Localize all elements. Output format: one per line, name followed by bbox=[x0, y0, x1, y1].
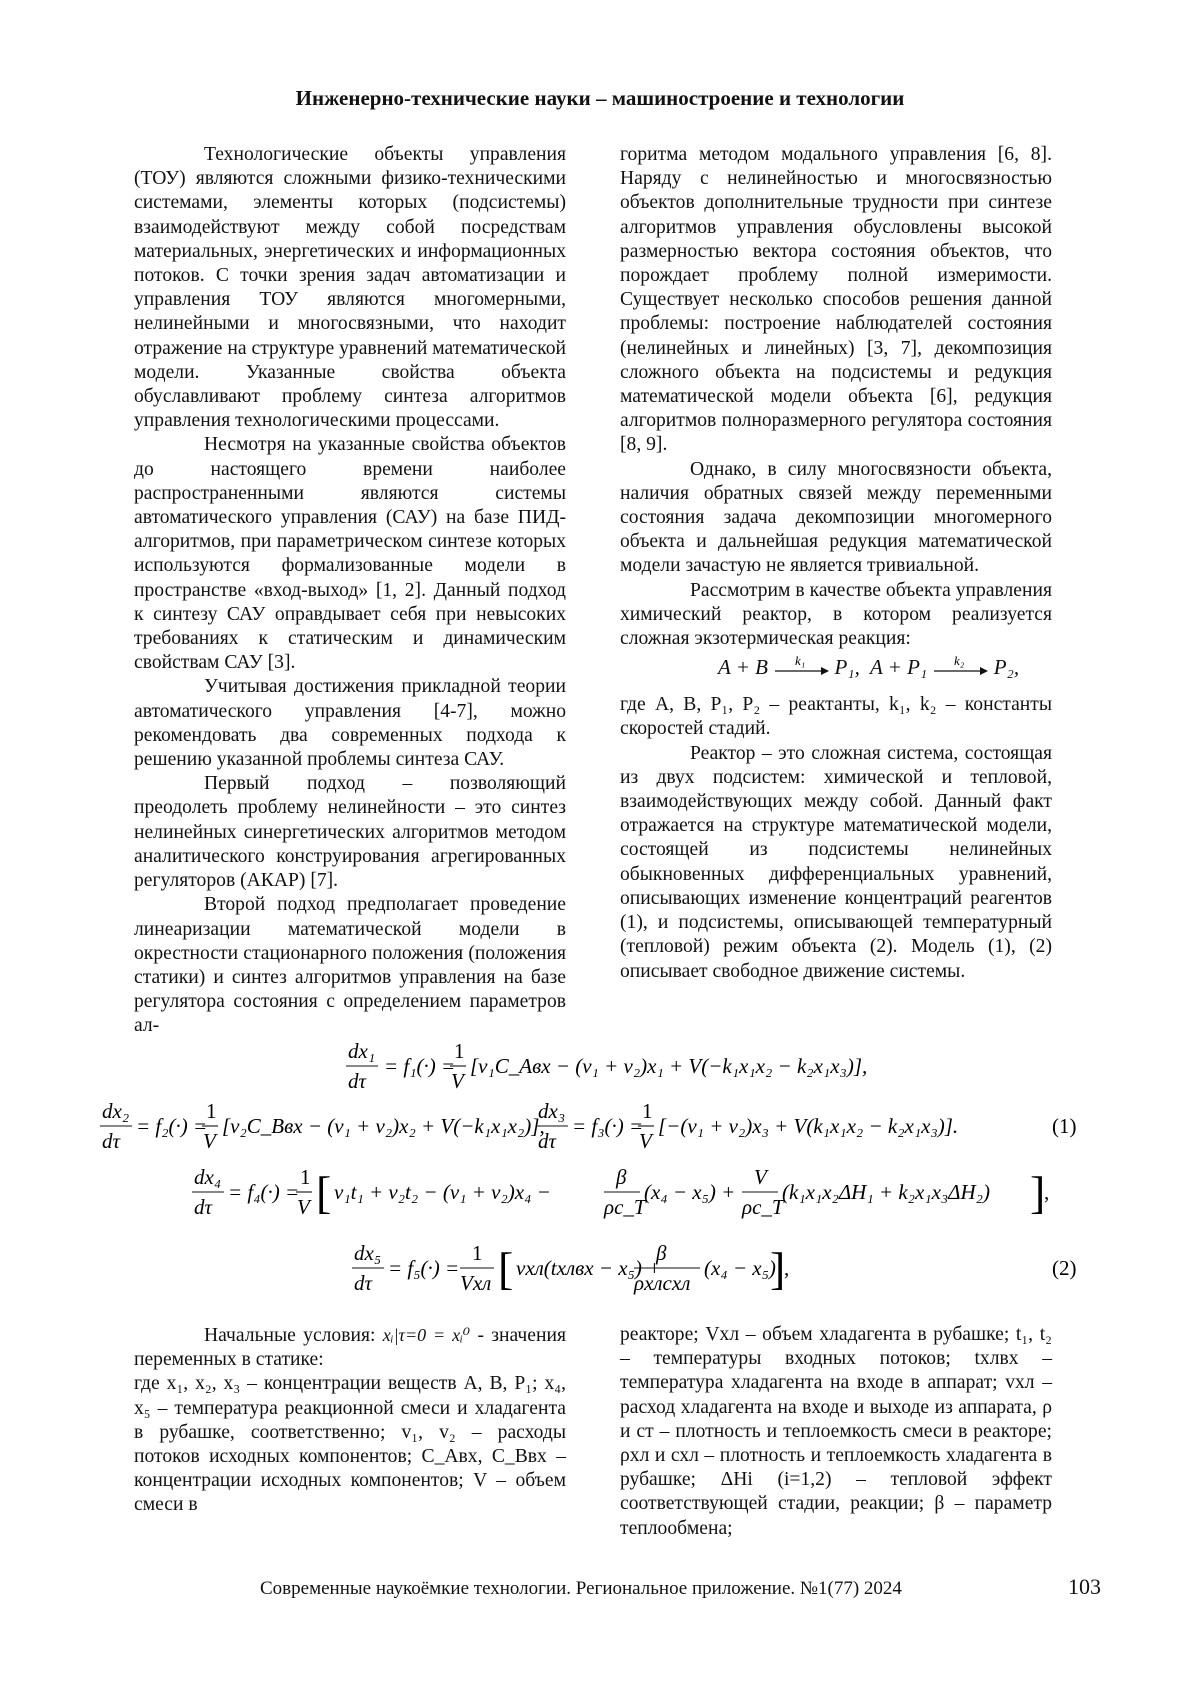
svg-text:1: 1 bbox=[454, 1039, 465, 1063]
paragraph: Реактор – это сложная система, состоящая из двух подсистем: химической и тепловой, взаимодействующих между собой. Данный факт отражается на структуре математической модели, состоящей из подсистемы нелинейных обыкновенных дифференциальных уравнений, описывающих изменение концентраций реагентов (1), и подсистемы, описывающей температурный (тепловой) режим объекта (2). Модель (1), (2) описывает свободное движение системы. bbox=[620, 742, 1052, 982]
right-column-bottom bbox=[620, 1323, 1052, 1541]
reaction-arrow-icon bbox=[932, 655, 988, 683]
svg-text:= f₅(·) =: = f₅(·) = bbox=[388, 1256, 460, 1280]
svg-text:[v₁C_Aвх − (v₁ + v₂)x₁ + V(−k₁: [v₁C_Aвх − (v₁ + v₂)x₁ + V(−k₁x₁x₂ − k₂x₁x₃)], bbox=[470, 1054, 868, 1078]
svg-text:V: V bbox=[297, 1195, 310, 1219]
svg-text:V: V bbox=[639, 1129, 652, 1153]
svg-text:(x₄ − x₅): (x₄ − x₅) bbox=[704, 1256, 776, 1280]
page-number: 103 bbox=[1068, 1574, 1101, 1599]
reaction-arrow-icon bbox=[773, 655, 829, 683]
equation-dx3 bbox=[536, 1099, 1077, 1153]
svg-text:dτ: dτ bbox=[102, 1129, 121, 1153]
paragraph: Технологические объекты управления (ТОУ) являются сложными физико-техническими системами, элементы которых (подсистемы) взаимодействуют между собой посредствам материальных, энергетических и информационных потоков. С точки зрения задач автоматизации и управления ТОУ являются многомерными, нелинейными и многосвязными, что находит отражение на структуре уравнений математической модели. Указанные свойства объекта обуславливают проблему синтеза алгоритмов управления технологическими процессами. bbox=[134, 144, 566, 432]
svg-text:V: V bbox=[203, 1129, 216, 1153]
equation-dx5 bbox=[352, 1241, 1077, 1295]
equation-dx4 bbox=[192, 1165, 1049, 1219]
svg-text:= f₂(·) =: = f₂(·) = bbox=[136, 1114, 208, 1138]
journal-footer: Современные наукоёмкие технологии. Региональное приложение. №1(77) 2024 bbox=[260, 1578, 902, 1599]
equation-number-1: (1) bbox=[1052, 1114, 1077, 1138]
equation-number-2: (2) bbox=[1052, 1256, 1077, 1280]
rate-constant-k2: k₂ bbox=[954, 653, 965, 669]
svg-text:ρхлcхл: ρхлcхл bbox=[634, 1271, 691, 1295]
svg-text:dx₂: dx₂ bbox=[102, 1099, 130, 1123]
svg-text:1: 1 bbox=[206, 1099, 217, 1123]
svg-text:= f₁(·) =: = f₁(·) = bbox=[384, 1054, 456, 1078]
rate-constant-k1: k₁ bbox=[795, 653, 806, 669]
paragraph: Несмотря на указанные свойства объектов до настоящего времени наиболее распространенными являются системы автоматического управления (САУ) на базе ПИД-алгоритмов, при параметрическом синтезе которых используются формализованные модели в пространстве «вход-выход» [1, 2]. Данный подход к синтезу САУ оправдывает себя при невысоких требованиях к статическим и динамическим свойствам САУ [3]. bbox=[134, 434, 566, 674]
reaction-1-product: P₁ bbox=[834, 655, 855, 680]
reaction-1-reactants: A + B bbox=[718, 655, 768, 680]
svg-text:,: , bbox=[1044, 1180, 1050, 1204]
svg-text:(x₄ − x₅) +: (x₄ − x₅) + bbox=[644, 1180, 736, 1204]
svg-text:[: [ bbox=[316, 1167, 332, 1218]
svg-text:dx₄: dx₄ bbox=[194, 1165, 222, 1189]
svg-text:ρc_T: ρc_T bbox=[604, 1195, 646, 1219]
svg-text:v₁t₁ + v₂t₂ − (v₁ + v₂)x₄ −: v₁t₁ + v₂t₂ − (v₁ + v₂)x₄ − bbox=[334, 1180, 551, 1204]
svg-text:dτ: dτ bbox=[538, 1129, 557, 1153]
svg-text:dτ: dτ bbox=[354, 1271, 373, 1295]
svg-text:[−(v₁ + v₂)x₃ + V(k₁x₁x₂ − k₂x: [−(v₁ + v₂)x₃ + V(k₁x₁x₂ − k₂x₁x₃)]. bbox=[658, 1114, 959, 1138]
svg-text:[: [ bbox=[498, 1243, 514, 1294]
svg-text:dτ: dτ bbox=[194, 1195, 213, 1219]
svg-text:1: 1 bbox=[300, 1165, 311, 1189]
reaction-2-product: P₂ bbox=[993, 655, 1014, 680]
svg-text:[v₂C_Bвх − (v₁ + v₂)x₂ + V(−k₁: [v₂C_Bвх − (v₁ + v₂)x₂ + V(−k₁x₁x₂)], bbox=[222, 1114, 545, 1138]
paragraph-initial-conditions: Начальные условия: xᵢ|τ=0 = xᵢ⁰ - значения переменных в статике: bbox=[134, 1325, 566, 1371]
svg-text:Vхл: Vхл bbox=[460, 1271, 492, 1295]
paragraph: горитма методом модального управления [6, 8]. Наряду с нелинейностью и многосвязностью объектов дополнительные трудности при синтезе алгоритмов управления обусловлены высокой размерностью вектора состояния объектов, что порождает проблему полной измеримости. Существует несколько способов решения данной проблемы: построение наблюдателей состояния (нелинейных и линейных) [3, 7], декомпозиция сложного объекта на подсистемы и редукция математической модели объекта [6], редукция алгоритмов полноразмерного регулятора состояния [8, 9]. bbox=[620, 144, 1052, 456]
svg-text:vхл(tхлвх − x₅) +: vхл(tхлвх − x₅) + bbox=[516, 1256, 662, 1280]
paragraph: где x₁, x₂, x₃ – концентрации веществ A, B, P₁; x₄, x₅ – температура реакционной смеси и хладагента в рубашке, соответственно; v₁, v₂ – расходы потоков исходных компонентов; C_Aвх, C_Bвх – концентрации исходных компонентов; V – объем смеси в bbox=[134, 1373, 566, 1516]
svg-text:1: 1 bbox=[642, 1099, 653, 1123]
left-column-bottom bbox=[134, 1323, 566, 1518]
paragraph: Однако, в силу многосвязности объекта, наличия обратных связей между переменными состояния задача декомпозиции многомерного объекта и дальнейшая редукция математической модели зачастую не является тривиальной. bbox=[620, 458, 1052, 577]
svg-text:1: 1 bbox=[472, 1241, 483, 1265]
paragraph: Учитывая достижения прикладной теории автоматического управления [4-7], можно рекомендовать два современных подхода к решению указанной проблемы синтеза САУ. bbox=[134, 676, 566, 771]
paragraph: Второй подход предполагает проведение линеаризации математической модели в окрестности стационарного положения (положения статики) и синтез алгоритмов управления на базе регулятора состояния с определением параметров ал- bbox=[134, 894, 566, 1037]
svg-text:β: β bbox=[616, 1165, 627, 1189]
svg-text:dx₃: dx₃ bbox=[538, 1099, 566, 1123]
svg-text:V: V bbox=[754, 1165, 767, 1189]
reaction-scheme: A + B k₁ P₁, A + P₁ k₂ P₂, bbox=[620, 655, 1052, 691]
running-header: Инженерно-технические науки – машиностроение и технологии bbox=[295, 86, 905, 110]
svg-text:dx₅: dx₅ bbox=[354, 1241, 382, 1265]
equation-dx2 bbox=[100, 1099, 545, 1153]
svg-text:= f₃(·) =: = f₃(·) = bbox=[572, 1114, 644, 1138]
initial-condition-formula: xᵢ|τ=0 = xᵢ⁰ bbox=[382, 1325, 471, 1345]
svg-text:(k₁x₁x₂ΔH₁ + k₂x₁x₃ΔH₂): (k₁x₁x₂ΔH₁ + k₂x₁x₃ΔH₂) bbox=[782, 1180, 990, 1204]
svg-text:,: , bbox=[784, 1256, 790, 1280]
left-column-top bbox=[134, 143, 566, 1039]
right-column-top bbox=[620, 143, 1052, 984]
svg-text:dx₁: dx₁ bbox=[348, 1039, 376, 1063]
svg-text:]: ] bbox=[1030, 1167, 1046, 1218]
equation-dx1 bbox=[346, 1039, 867, 1093]
svg-text:β: β bbox=[656, 1241, 667, 1265]
paragraph: реакторе; Vхл – объем хладагента в рубашке; t₁, t₂ – температуры входных потоков; tхлвх – температура хладагента на входе в аппарат; vхл – расход хладагента на входе и выходе из аппарата, ρ и cт – плотность и теплоемкость смеси в реакторе; ρхл и схл – плотность и теплоемкость хладагента в рубашке; ΔHi (i=1,2) – тепловой эффект соответствующей стадии, реакции; β – параметр теплообмена; bbox=[620, 1324, 1052, 1539]
paragraph: Рассмотрим в качестве объекта управления химический реактор, в котором реализуется сложная экзотермическая реакция: bbox=[620, 579, 1052, 650]
equation-block bbox=[102, 1036, 1094, 1316]
svg-text:dτ: dτ bbox=[348, 1069, 367, 1093]
svg-text:V: V bbox=[451, 1069, 464, 1093]
svg-text:ρc_T: ρc_T bbox=[742, 1195, 784, 1219]
paragraph: Первый подход – позволяющий преодолеть проблему нелинейности – это синтез нелинейных синергетических алгоритмов методом аналитического конструирования агрегированных регуляторов (АКАР) [7]. bbox=[134, 773, 566, 892]
svg-text:= f₄(·) =: = f₄(·) = bbox=[228, 1180, 300, 1204]
paragraph: где A, B, P₁, P₂ – реактанты, k₁, k₂ – константы скоростей стадий. bbox=[620, 694, 1052, 740]
svg-text:]: ] bbox=[770, 1243, 786, 1294]
reaction-2-reactants: A + P₁ bbox=[869, 655, 928, 680]
